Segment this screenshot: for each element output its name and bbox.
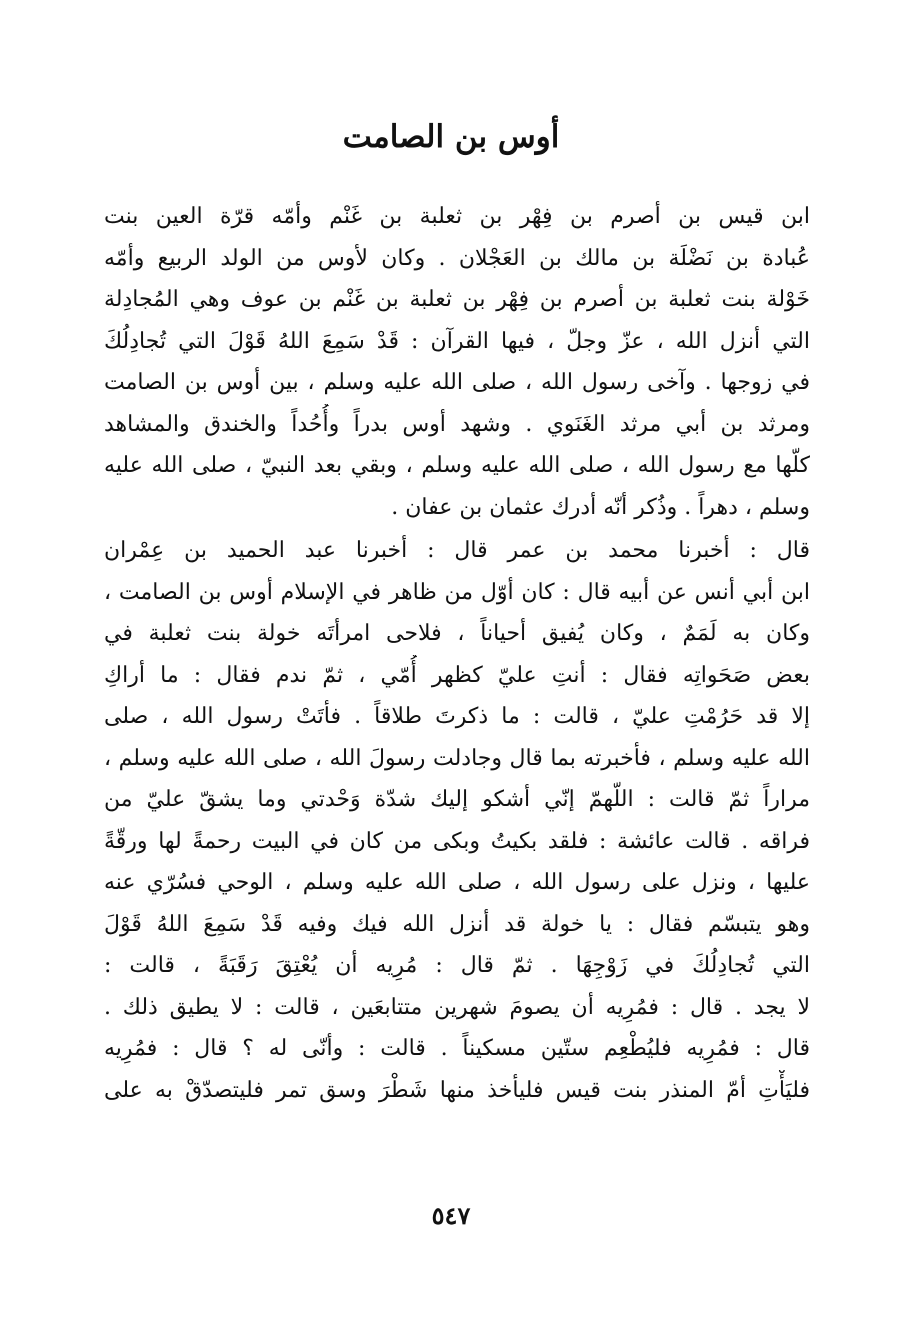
text-line: لا يجد . قال : فمُرِيه أن يصومَ شهرين متتابعَين ، قالت : لا يطيق ذلك . xyxy=(104,994,810,1020)
text-line: قال : أخبرنا محمد بن عمر قال : أخبرنا عبد الحميد بن عِمْران xyxy=(104,538,810,563)
page-title: أوس بن الصامت xyxy=(342,119,560,155)
text-line: ومرثد بن أبي مرثد الغَنَوي . وشهد أوس بدراً وأُحُداً والخندق والمشاهد xyxy=(104,411,810,437)
text-line: الله عليه وسلم ، فأخبرته بما قال وجادلت رسولَ الله ، صلى الله عليه وسلم ، xyxy=(104,745,810,771)
text-line: كلّها مع رسول الله ، صلى الله عليه وسلم ، وبقي بعد النبيّ ، صلى الله عليه xyxy=(104,453,810,478)
text-line: وسلم ، دهراً . وذُكر أنّه أدرك عثمان بن عفان . xyxy=(391,494,810,520)
text-line: ابن أبي أنس عن أبيه قال : كان أوّل من ظاهر في الإسلام أوس بن الصامت ، xyxy=(104,579,810,605)
text-line: قال : فمُرِيه فليُطْعِم ستّين مسكيناً . قالت : وأنّى له ؟ قال : فمُرِيه xyxy=(104,1036,810,1061)
text-line: في زوجها . وآخى رسول الله ، صلى الله عليه وسلم ، بين أوس بن الصامت xyxy=(104,370,810,395)
text-line: فليَأْتِ أمّ المنذر بنت قيس فليأخذ منها شَطْرَ وسق تمر فليتصدّقْ به على xyxy=(104,1077,810,1103)
text-line: وهو يتبسّم فقال : يا خولة قد أنزل الله فيك وفيه قَدْ سَمِعَ اللهُ قَوْلَ xyxy=(104,911,810,937)
text-line: مراراً ثمّ قالت : اللّهمّ إنّي أشكو إليك شدّة وَحْدتي وما يشقّ عليّ من xyxy=(104,787,810,812)
page-number: ٥٤٧ xyxy=(431,1201,471,1230)
paragraph-1 xyxy=(104,196,810,528)
text-line: التي تُجادِلُكَ في زَوْجِهَا . ثمّ قال : مُرِيه أن يُعْتِقَ رَقَبَةً ، قالت : xyxy=(104,953,810,978)
text-line: خَوْلة بنت ثعلبة بن أصرم بن فِهْر بن ثعلبة بن غَنْم بن عوف وهي المُجادِلة xyxy=(104,287,810,312)
text-line: عليها ، ونزل على رسول الله ، صلى الله عليه وسلم ، الوحي فسُرّي عنه xyxy=(104,870,810,895)
text-line: عُبادة بن نَضْلَة بن مالك بن العَجْلان . وكان لأوس من الولد الربيع وأمّه xyxy=(104,245,810,271)
paragraph-2 xyxy=(104,530,810,1111)
text-line: وكان به لَمَمٌ ، وكان يُفيق أحياناً ، فلاحى امرأتَه خولة بنت ثعلبة في xyxy=(104,621,810,646)
body-text xyxy=(104,196,810,1111)
text-line: بعض صَحَواتِه فقال : أنتِ عليّ كظهر أُمّي ، ثمّ ندم فقال : ما أراكِ xyxy=(104,662,810,688)
text-line: التي أنزل الله ، عزّ وجلّ ، فيها القرآن : قَدْ سَمِعَ اللهُ قَوْلَ التي تُجادِلُكَ xyxy=(104,328,810,354)
text-line: فراقه . قالت عائشة : فلقد بكيتُ وبكى من كان في البيت رحمةً لها ورقّةً xyxy=(104,828,810,854)
text-line: إلا قد حَرُمْتِ عليّ ، قالت : ما ذكرتَ طلاقاً . فأتَتْ رسول الله ، صلى xyxy=(104,704,810,729)
text-line: ابن قيس بن أصرم بن فِهْر بن ثعلبة بن غَنْم وأمّه قرّة العين بنت xyxy=(104,204,810,229)
